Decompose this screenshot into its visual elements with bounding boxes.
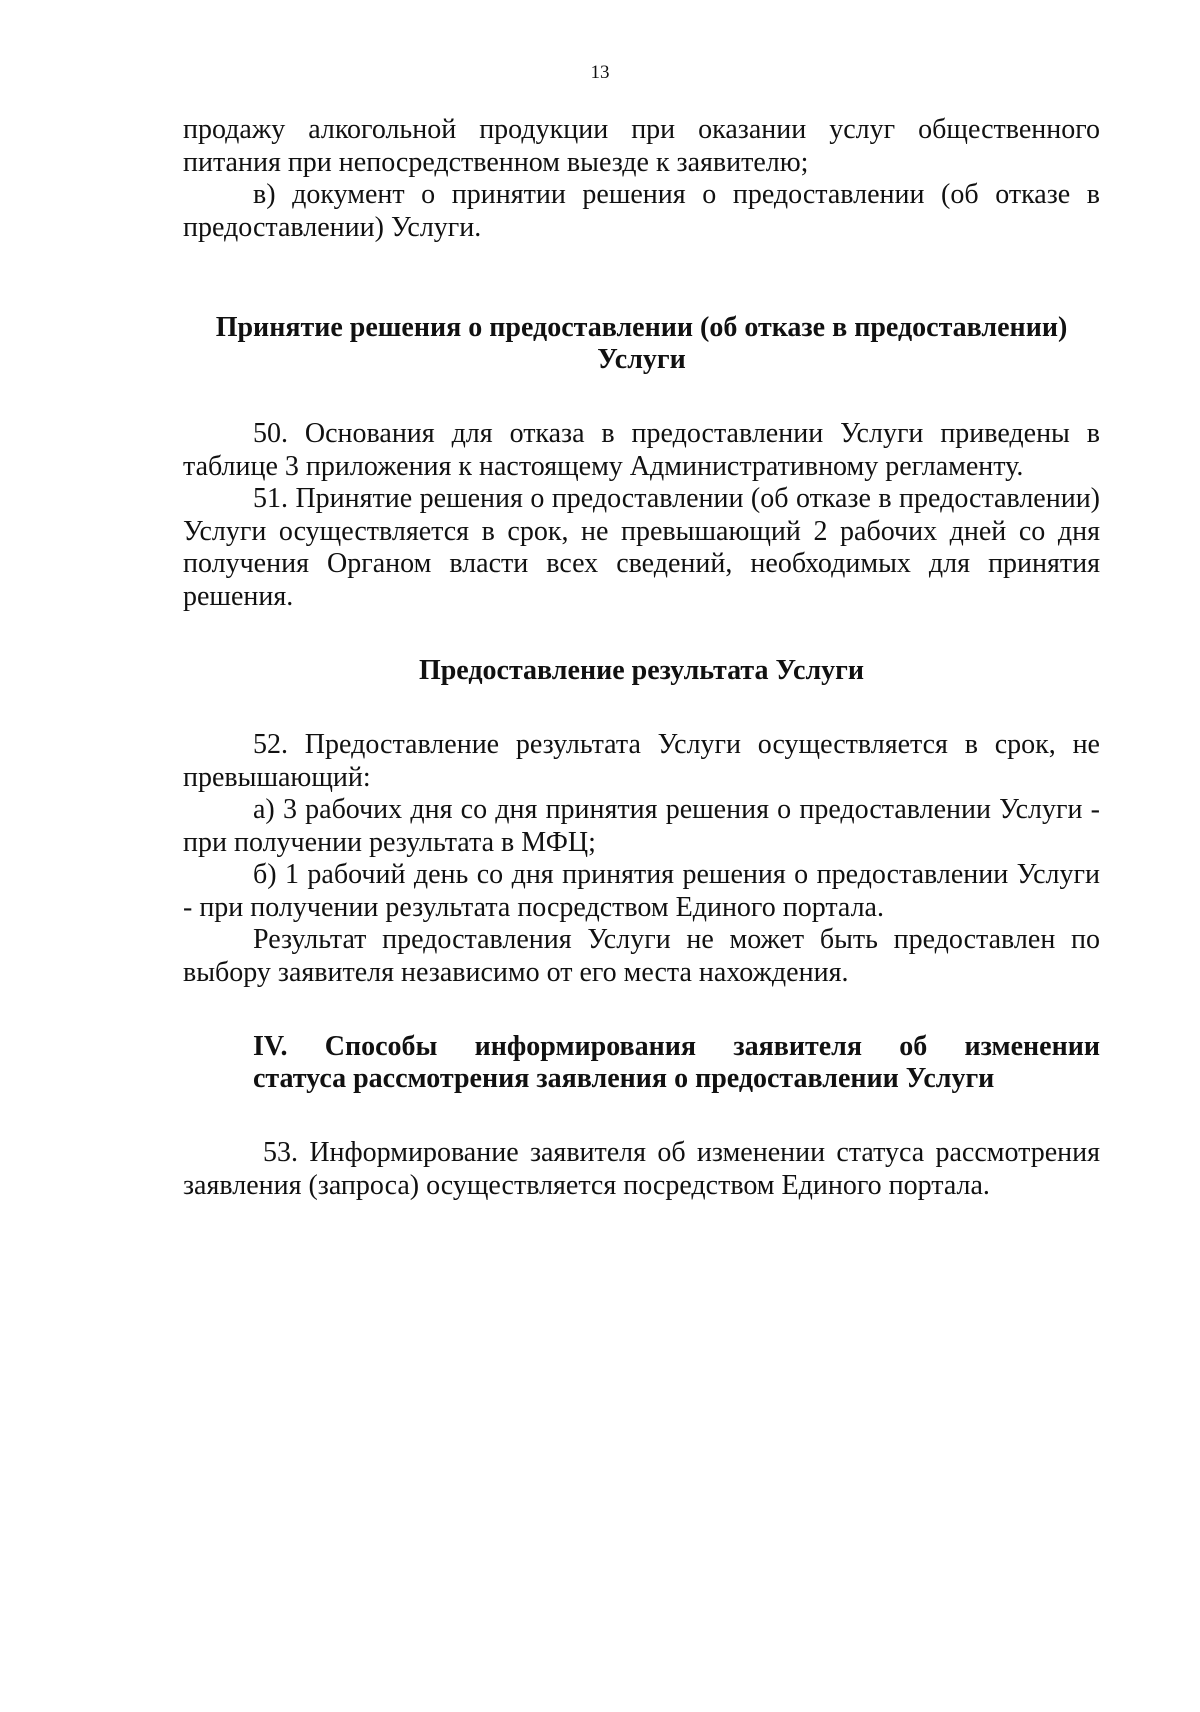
paragraph-52-item-b: б) 1 рабочий день со дня принятия решения о предоставлении Услуги - при получении результата посредством Единого портала. [183, 859, 1100, 923]
paragraph-53: 53. Информирование заявителя об изменении статуса рассмотрения заявления (запроса) осуществляется посредством Единого портала. [183, 1137, 1100, 1201]
paragraph-52: 52. Предоставление результата Услуги осуществляется в срок, не превышающий: [183, 729, 1100, 793]
section-heading-iv [183, 1031, 1100, 1095]
document-body [183, 114, 1100, 1202]
paragraph-50: 50. Основания для отказа в предоставлении Услуги приведены в таблице 3 приложения к настоящему Административному регламенту. [183, 418, 1100, 482]
paragraph-continuation: продажу алкогольной продукции при оказании услуг общественного питания при непосредственном выезде к заявителю; [183, 114, 1100, 178]
section-heading-iv-line1: IV. Способы информирования заявителя об изменении [253, 1031, 1100, 1062]
page-number: 13 [590, 62, 610, 83]
section-heading-result: Предоставление результата Услуги [418, 655, 865, 686]
paragraph-item-v: в) документ о принятии решения о предоставлении (об отказе в предоставлении) Услуги. [183, 179, 1100, 243]
section-heading-iv-line2: статуса рассмотрения заявления о предоставлении Услуги [253, 1063, 995, 1094]
paragraph-52-item-a: а) 3 рабочих дня со дня принятия решения о предоставлении Услуги - при получении результата в МФЦ; [183, 794, 1100, 858]
section-heading-decision: Принятие решения о предоставлении (об отказе в предоставлении) Услуги [215, 312, 1068, 375]
paragraph-51: 51. Принятие решения о предоставлении (об отказе в предоставлении) Услуги осуществляется в срок, не превышающий 2 рабочих дней со дня получения Органом власти всех сведений, необходимых для принятия решения. [183, 483, 1100, 612]
paragraph-result: Результат предоставления Услуги не может быть предоставлен по выбору заявителя независимо от его места нахождения. [183, 924, 1100, 988]
